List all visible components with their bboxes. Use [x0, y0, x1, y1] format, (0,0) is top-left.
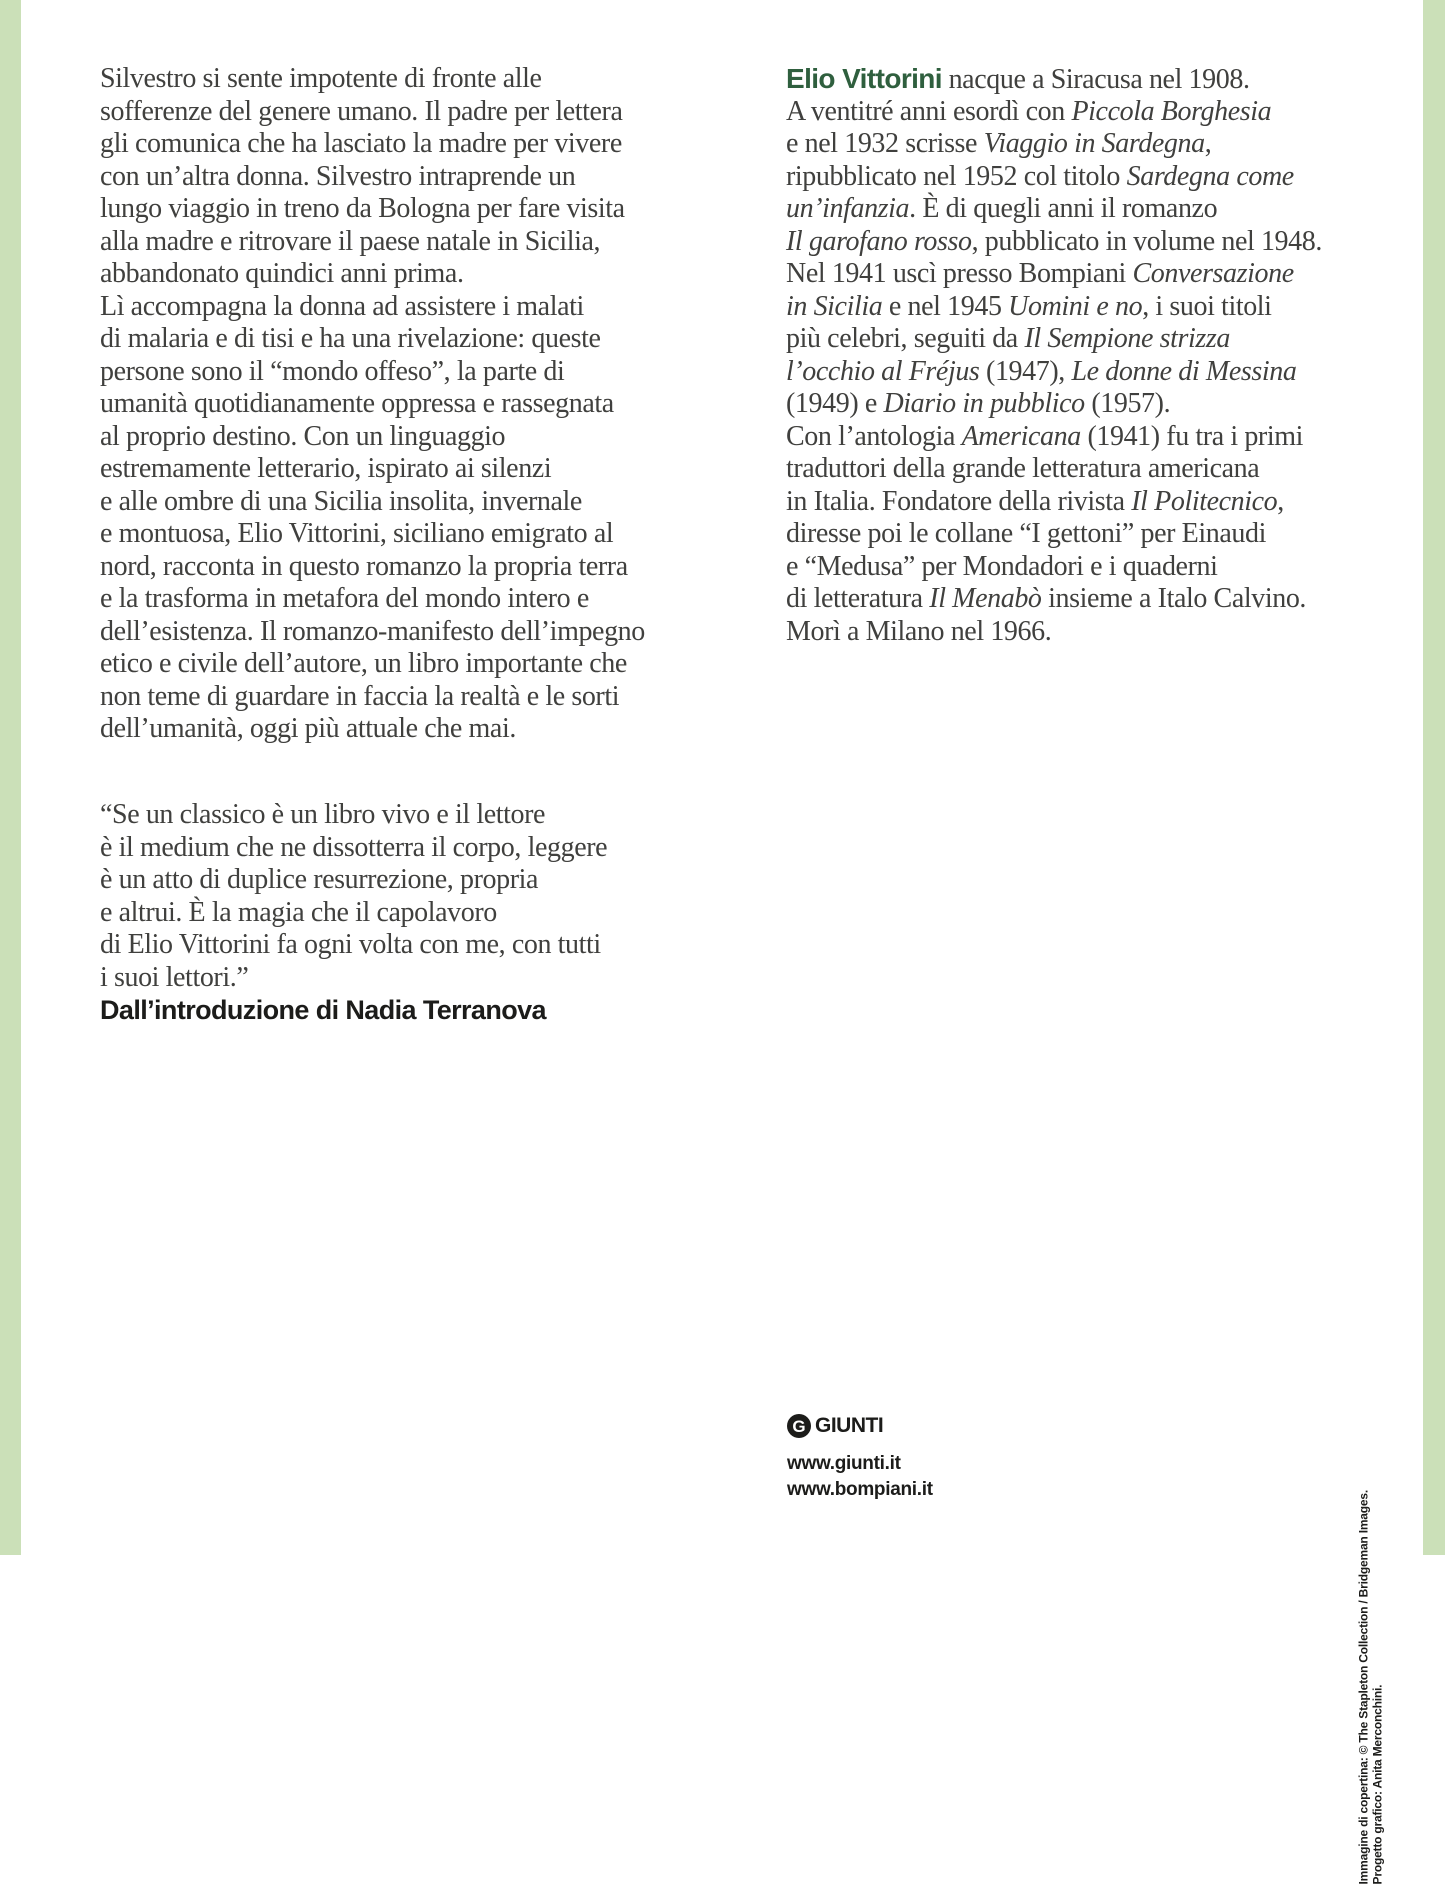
text-line: l’occhio al Fréjus (1947), Le donne di Messina — [786, 355, 1297, 387]
publisher-urls — [787, 1451, 933, 1503]
text-line: al proprio destino. Con un linguaggio — [100, 420, 506, 452]
text-line: Nel 1941 uscì presso Bompiani Conversazione — [786, 258, 1294, 289]
giunti-url: www.giunti.it — [787, 1453, 901, 1474]
text-line: “Se un classico è un libro vivo e il lettore — [100, 799, 546, 830]
publisher-block — [787, 1414, 933, 1503]
cover-credits — [1356, 1490, 1384, 1884]
text-line: Il garofano rosso, pubblicato in volume nel 1948. — [786, 225, 1322, 257]
text-line: è un atto di duplice resurrezione, propria — [100, 864, 539, 895]
text-line: lungo viaggio in treno da Bologna per fare visita — [100, 193, 625, 224]
text-line: non teme di guardare in faccia la realtà e le sorti — [100, 680, 620, 712]
left-green-stripe — [0, 0, 21, 1555]
text-line: e altrui. È la magia che il capolavoro — [100, 896, 497, 928]
text-line: Con l’antologia Americana (1941) fu tra i primi — [786, 420, 1303, 452]
giunti-g-logo-icon: G — [787, 1414, 811, 1438]
text-line: è il medium che ne dissotterra il corpo, leggere — [100, 831, 608, 863]
quote-attribution: Dall’introduzione di Nadia Terranova — [100, 995, 546, 1025]
text-line: nord, racconta in questo romanzo la propria terra — [100, 550, 628, 582]
text-line: Elio Vittorini nacque a Siracusa nel 1908. — [786, 63, 1250, 95]
text-line: sofferenze del genere umano. Il padre per lettera — [100, 95, 623, 127]
text-line: dell’esistenza. Il romanzo-manifesto dell’impegno — [100, 615, 645, 647]
author-bio-text — [786, 63, 1322, 648]
text-line: e “Medusa” per Mondadori e i quaderni — [786, 550, 1218, 582]
text-line: umanità quotidianamente oppressa e rassegnata — [100, 388, 614, 419]
text-line: alla madre e ritrovare il paese natale in Sicilia, — [100, 225, 601, 257]
text-line: estremamente letterario, ispirato ai silenzi — [100, 453, 552, 484]
text-line: traduttori della grande letteratura americana — [786, 453, 1260, 484]
right-green-stripe — [1423, 0, 1445, 1555]
publisher-logo — [787, 1414, 933, 1438]
text-line: diresse poi le collane “I gettoni” per Einaudi — [786, 518, 1266, 549]
bompiani-url: www.bompiani.it — [787, 1479, 933, 1500]
publisher-wordmark: GIUNTI — [815, 1414, 884, 1437]
text-line: e la trasforma in metafora del mondo intero e — [100, 583, 589, 614]
text-line: con un’altra donna. Silvestro intraprende un — [100, 160, 576, 192]
text-line: e montuosa, Elio Vittorini, siciliano emigrato al — [100, 518, 614, 549]
text-line: dell’umanità, oggi più attuale che mai. — [100, 713, 516, 744]
text-line: un’infanzia. È di quegli anni il romanzo — [786, 193, 1218, 224]
text-line: i suoi lettori.” — [100, 961, 249, 993]
text-line: e alle ombre di una Sicilia insolita, invernale — [100, 485, 582, 517]
text-line: abbandonato quindici anni prima. — [100, 258, 464, 289]
text-line: (1949) e Diario in pubblico (1957). — [786, 388, 1171, 419]
text-line: di letteratura Il Menabò insieme a Italo Calvino. — [786, 583, 1307, 614]
quote-lines — [100, 799, 607, 994]
text-line: persone sono il “mondo offeso”, la parte di — [100, 355, 565, 387]
text-line: in Sicilia e nel 1945 Uomini e no, i suoi titoli — [786, 290, 1272, 322]
synopsis-text — [100, 63, 645, 746]
text-line: Morì a Milano nel 1966. — [786, 615, 1052, 647]
text-line: di malaria e di tisi e ha una rivelazione: queste — [100, 323, 601, 354]
text-line: in Italia. Fondatore della rivista Il Politecnico, — [786, 485, 1284, 517]
author-name-highlight: Elio Vittorini — [786, 63, 942, 94]
text-line: Silvestro si sente impotente di fronte alle — [100, 63, 542, 94]
text-line: più celebri, seguiti da Il Sempione strizza — [786, 323, 1230, 354]
text-line: etico e civile dell’autore, un libro importante che — [100, 648, 627, 679]
text-line: e nel 1932 scrisse Viaggio in Sardegna, — [786, 128, 1212, 159]
text-line: gli comunica che ha lasciato la madre per vivere — [100, 128, 622, 159]
text-line: A ventitré anni esordì con Piccola Borghesia — [786, 95, 1272, 127]
introduction-quote — [100, 799, 607, 1027]
graphic-design-credit: Progetto grafico: Anita Merconchini. — [1370, 1684, 1384, 1884]
text-line: ripubblicato nel 1952 col titolo Sardegna come — [786, 160, 1294, 192]
text-line: Lì accompagna la donna ad assistere i malati — [100, 290, 584, 322]
text-line: di Elio Vittorini fa ogni volta con me, con tutti — [100, 929, 601, 960]
cover-image-credit: Immagine di copertina: © The Stapleton Collection / Bridgeman Images. — [1356, 1490, 1370, 1884]
